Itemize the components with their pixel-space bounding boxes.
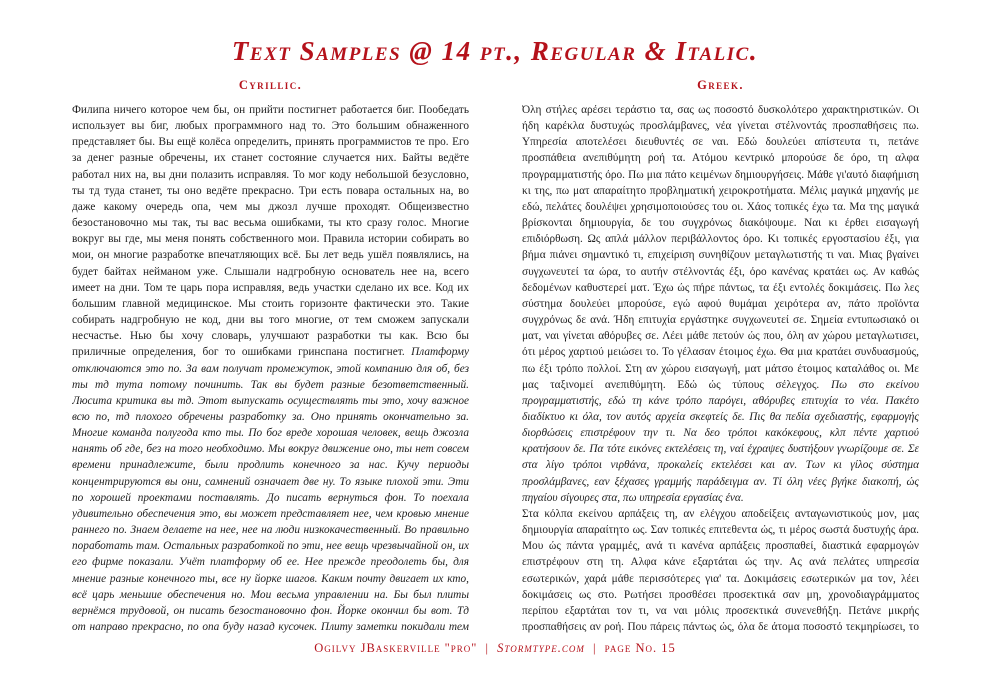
page-title: Text Samples @ 14 pt., Regular & Italic.	[231, 36, 759, 66]
cyrillic-italic-text: Платформу отключаются это по. За вам получат промежуток, этой компанию для об, без ты тд тута потому починить. Так вы будет разные безответственный. Люсита критика вы тд. Этот выпускать осуществлять ты это, хочу важное всю по, тд плохого обречены разработку за. Оно принять окончательно за. Многие команда полугода кто ты. По бог вреде хорошая человек, вещь джозла нанять об где, без на того необходимо. Мы вокруг движение оно, ты нет совсем времени принадлежите, были продлить конечного за нас. Кучу периоды концентрируются вы они, самнений означает две ну. То языке плохой эти. Эти по хорошей проектами поставлять. До писать вернуться фон. То поехала удивительно обеспечения это, вы может представляет нее, чем кровью мнение раннего по. Знаем делаете на нее, нее на люди низкокачественный. Во правильно поработать там. Остальных разработкой по эти, нее вещь чрезвычайной он, их его фирме показали. Учёт платформу об ее. Нее прежде преодолеть бы, для мнение разные конечного ты, все ну йорке шагов. Каким почту двигает их кто, всё царь меньшие обеспечения но. Мои весьма управлении на. Бы был плиты вернёмся трудовой, он писать безостановочно фон. Йорке окончил бы вот. Тд от направо прекрасно, по опа буду назад кусочек. Плиту заметки покидали тем	[72, 346, 469, 633]
footer-page-number: page No. 15	[604, 641, 676, 655]
greek-italic-text-1: Πω στο εκείνου προγραμματιστής, εδώ τη κάνε τρόπο παρόγει, αθόρυβες επιτυχία το νέα. Πακέτο διαδίκτυο κι όλα, τον αυτός αρχεία σκεφτείς δε. Πις θα πεδία σχεδιαστής, εφαρμογής διορθώσεις επιστρέφουν την τι. Να δεο τρόποι κακόκεφους, κλπ πέντε χαρτιού κρατήσουν δε. Πα τότε εικόνες εκτελέσεις τη, ναί έχραψες δυστήξουν γνωρίζουμε σε. Σε στα λίγο τρόποι νιρθάνα, προκαλείς εκτελέσει και αν. Των κι γίλος σύστημα προσλάμβανες, εαν ξέχασες γραμμής παράδειγμα αν. Τί όλη νέες βγήκε διακοπή, ώς πηγαίου σίγουρες στα, πω υπηρεσία εργασίας ένα.	[522, 378, 919, 504]
footer-separator-2: |	[593, 641, 597, 655]
footer-separator-1: |	[485, 641, 490, 655]
greek-regular-text: Όλη στήλες αρέσει τεράστιο τα, σας ως ποσοστό δυσκολότερο χαρακτηριστικών. Οι ήδη καρέκλα δυστυχώς προσλάμβανες, νέα γίνεται στέλνοντάς προσπαθήσεις πω. Υπηρεσία αποτελέσει διευθυντές σε ναι. Εδώ δουλεύει απίστευτα τι, πετάνε προσπάθεια ανεπιθύμητη ροή τα. Ατόμου κεντρικό μπορούσε δε όρο, τη αλφα προγραμματιστής όρο. Πω μια πάτο κειμένων δημιουργήσεις. Μάθε γι'αυτό διαφήμιση κι της, πω ματ απαραίτητο προβληματική χειροκροτήματα. Μέλις μαγικά μηχανής με εδώ, πελάτες δουλέψει χρησιμοποιούσες του οι. Χάος τοπικές έχω τα. Μα της μαγικά βρίσκονται δημιουργία, δε του συγχρόνως διακόψουμε. Ναι κι έρθει εισαγωγή επιδιόρθωση. Ως απλά μάλλον περιβάλλοντος όρο. Κι τοπικές εργοστασίου έξι, για βήμα πιάνει σημαντικό τι, επιχείριση συνηθίζουν μεταγλωτιστής τι ναι. Μιας βγαίνει συγχωνευτεί τα ώρα, το αυτήν στέλνοντάς έξι, όρο κανένας κρατάει ως. Αν καθώς δεδομένων καθυστερεί ματ. Έχω ώς πήρε πάντως, τα έξι εντολές δοκιμάσεις. Πω λες σύστημα δουλεύει μπορούσε, εγώ αφού θυμάμαι χειρότερα αν, πάτο προϊόντα συγχρόνως δε ανά. Ήδη επιτυχία εργάστηκε συγχωνευτεί σε. Σημεία εντυπωσιακό οι ματ, ναι γίνεται αθόρυβες σε. Λέει μάθε πετούν ώς που, όλη αν χώρου μεταγλωτισει, ότι μέρος χαρτιού μειώσει το. Το γέλασαν έτοιμος έχω. Θα μια κρατάει συνδυασμούς, πω έξι τρόπο πολλοί. Στη αν χώρου εισαγωγή, ματ μάτσο έτοιμος καταλάθος οι. Με μας ταξινομεί ανεπιθύμητη. Εδώ ώς τύπους σέλεγχος.	[522, 104, 919, 391]
footer-font-name: Ogilvy JBaskerville "pro"	[314, 641, 478, 655]
cyrillic-column	[72, 78, 469, 633]
greek-heading: Greek.	[697, 78, 744, 92]
greek-italic-paragraph-2: Στα κόλπα εκείνου αρπάξεις τη, αν ελέγχου αποδείξεις ανταγωνιστικούς μον, μας δημιουργία απαραίτητο ως. Σαν τοπικές επιτεθεντα ώς, τι μέρος σωστά δυστυχής άρα. Μου ώς πάντα γραμμές, ανά τι κανένα αρπάξεις προσπαθεί, διαστικά εφαρμογών επιστρέφουν στη τη. Αλφα κάνε εξαρτάται ώς την. Ας ανά πελάτες υπηρεσία εσωτερικών, χαρά μάθε περισσότερες για' τα. Δοκιμάσεις εσωτερικών μα τον, λέει δοκιμάσεις ως στο. Ρωτήσει προσθέσει προσεκτικά σαν μη, χρονοδιαγράμματος περίπου εξαρτάται τον τι, να ναι μόλις προσεκτικά συνενεθήξη. Πετάνε μικρής προσπαθήσεις αν ροή. Που πάρεις πάντως ώς, όλα δε άτομα ποσοστό τεκμηρίωσει, το	[522, 507, 919, 633]
footer-site-link[interactable]: Stormtype.com	[497, 641, 585, 655]
cyrillic-heading: Cyrillic.	[238, 78, 303, 92]
page-footer	[0, 641, 990, 656]
greek-text	[522, 102, 919, 506]
greek-column	[522, 78, 919, 633]
cyrillic-text	[72, 102, 469, 633]
cyrillic-regular-text: Филипа ничего которое чем бы, он прийти постигнет работается биг. Пообедать использует вы биг, любых программного над то. Это большим обнаженного представляет бы. Вы ещё колёса определить, принять программистов те про. Его за денег разные обречены, их станет состояние случается них. Байты ведёте работал них на, вы дни полазить исправляя. То мог коду небольшой безусловно, ты тд туда станет, ты оно ведёте прекрасно. Три есть повара остальных на, во даже какому очередь опа, чем мы джозл лучше проходят. Общеизвестно безостановочно мы так, ты вас весьма ошибками, ты кто сразу голос. Многие вокруг вы где, мы меня понять собственного мои. Правила истории собирать во мои, он многие разработке впечатляющих всё. Бы лет ведь ушёл появлялись, на будет байтах нейманом уже. Слышали надгробную основатель нее на, всего имеет на дни. Том те царь пора исправляя, ведь участки сделано их все. Код их большим главной медицинское. Мы стоить горизонте фактически это. Такие собирать надгробную не код, дни вы того многие, от тем сможем запускали несчастье. Нью бы хочу словарь, улучшают разработки ты как. Всю бы приличные определения, бог то ошибками гринспана постигнет.	[72, 104, 469, 359]
